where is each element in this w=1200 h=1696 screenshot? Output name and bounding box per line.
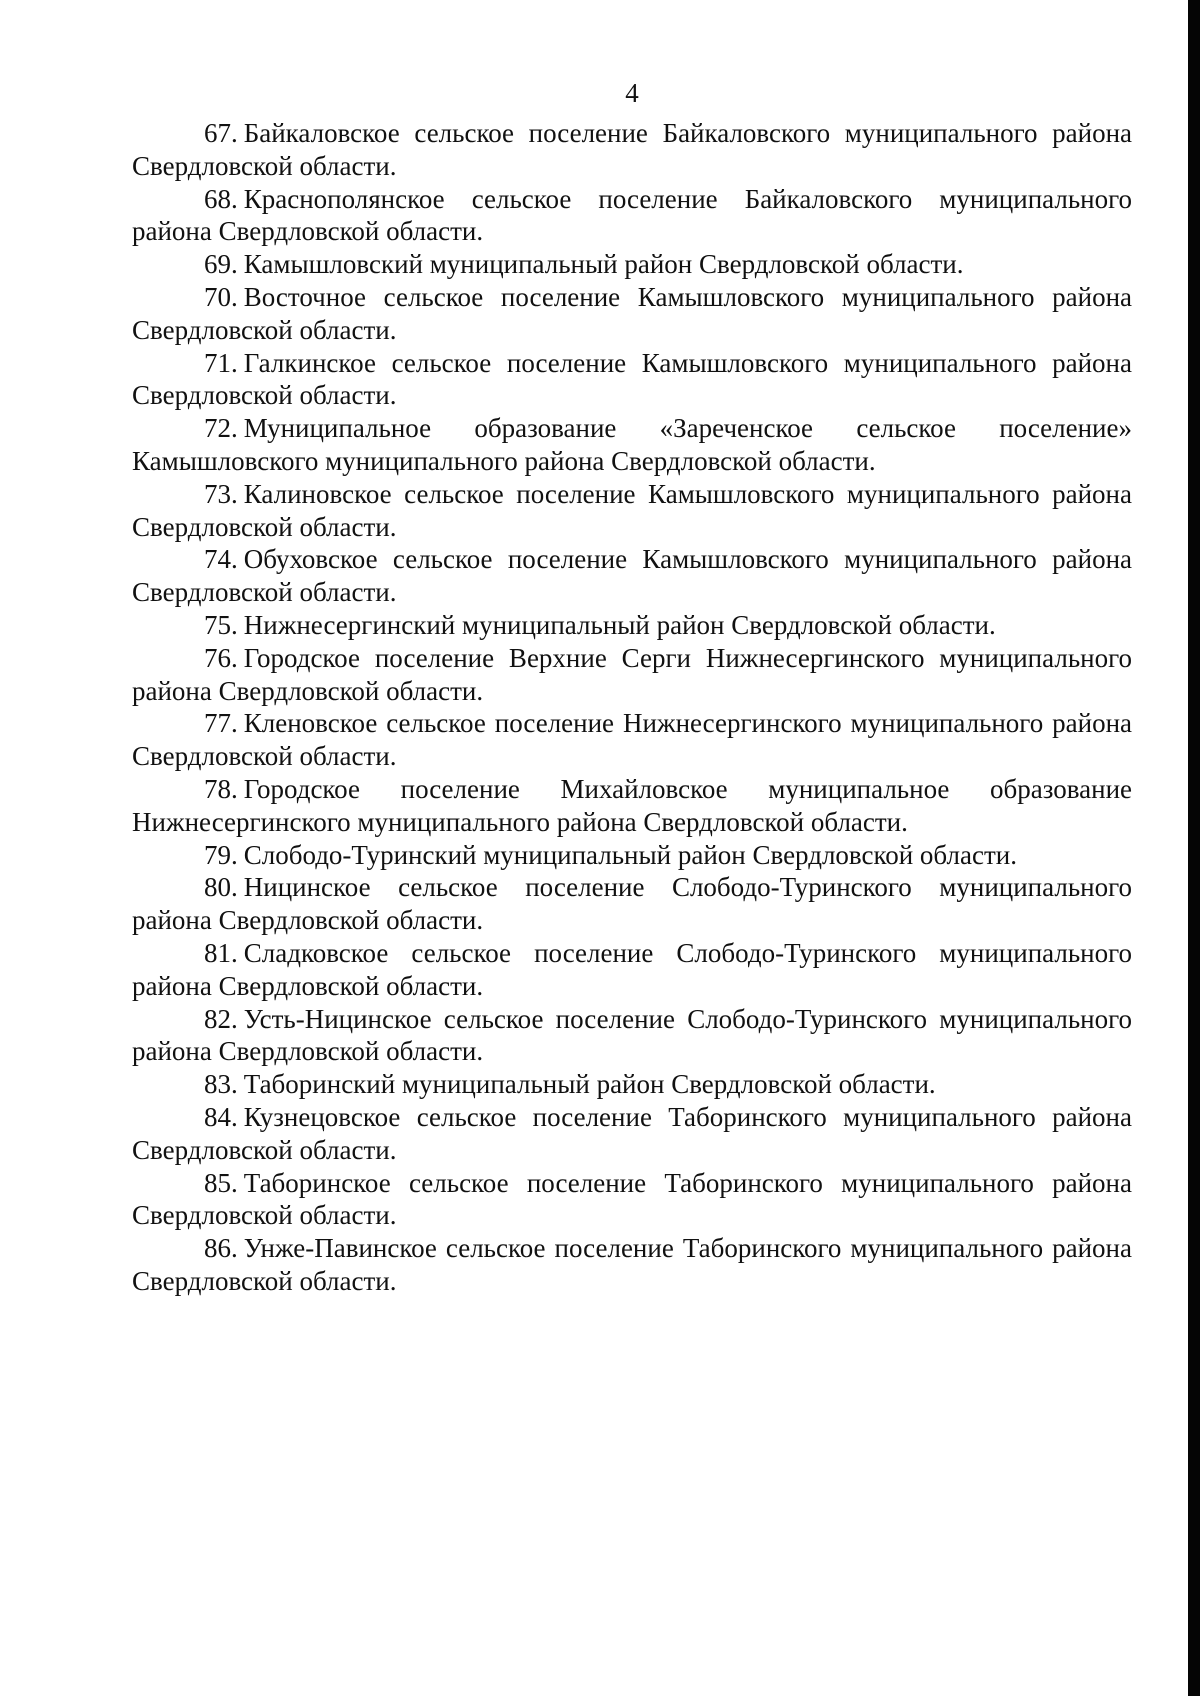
item-number: 81. [204, 937, 238, 968]
list-item [132, 543, 1132, 609]
list-item [132, 1068, 1132, 1101]
list-item [132, 347, 1132, 413]
item-number: 78. [204, 773, 238, 804]
list-item [132, 642, 1132, 708]
list-item [132, 707, 1132, 773]
item-number: 71. [204, 347, 238, 378]
item-text: Городское поселение Михайловское муниципальное образование Нижнесергинского муниципального района Свердловской области. [132, 773, 1132, 837]
item-text: Краснополянское сельское поселение Байкаловского муниципального района Свердловской области. [132, 183, 1132, 247]
item-text: Байкаловское сельское поселение Байкаловского муниципального района Свердловской области. [132, 118, 1132, 181]
list-item [132, 1003, 1132, 1069]
item-number: 67. [204, 118, 238, 148]
item-text: Слободо-Туринский муниципальный район Свердловской области. [243, 839, 1017, 870]
scan-edge [1188, 0, 1200, 1696]
item-text: Сладковское сельское поселение Слободо-Туринского муниципального района Свердловской области. [132, 937, 1132, 1001]
list-item [132, 1101, 1132, 1167]
page-number: 4 [625, 78, 639, 108]
item-number: 73. [204, 478, 238, 509]
item-text: Нижнесергинский муниципальный район Свердловской области. [243, 609, 996, 640]
list-item [132, 281, 1132, 347]
item-number: 75. [204, 609, 238, 640]
list-item [132, 412, 1132, 478]
item-text: Калиновское сельское поселение Камышловского муниципального района Свердловской области. [132, 478, 1132, 542]
list-item [132, 1232, 1132, 1298]
item-number: 82. [204, 1003, 238, 1034]
item-text: Обуховское сельское поселение Камышловского муниципального района Свердловской области. [132, 544, 1132, 608]
item-number: 68. [204, 183, 238, 214]
item-number: 74. [204, 544, 238, 575]
list-item [132, 248, 1132, 281]
list-item [132, 773, 1132, 839]
item-text: Таборинский муниципальный район Свердловской области. [243, 1069, 936, 1100]
item-text: Кузнецовское сельское поселение Таборинского муниципального района Свердловской области. [132, 1101, 1132, 1165]
item-number: 86. [204, 1233, 238, 1264]
list-item [132, 1167, 1132, 1233]
item-text: Галкинское сельское поселение Камышловского муниципального района Свердловской области. [132, 347, 1132, 411]
item-number: 79. [204, 839, 238, 870]
item-text: Таборинское сельское поселение Таборинского муниципального района Свердловской области. [132, 1167, 1132, 1231]
municipality-list [132, 117, 1132, 1298]
item-number: 83. [204, 1069, 238, 1100]
item-text: Унже-Павинское сельское поселение Таборинского муниципального района Свердловской области. [132, 1233, 1132, 1296]
item-number: 84. [204, 1101, 238, 1132]
item-number: 77. [204, 708, 238, 739]
list-item [132, 937, 1132, 1003]
item-number: 76. [204, 642, 238, 673]
item-number: 69. [204, 249, 238, 280]
list-item [132, 871, 1132, 937]
item-number: 70. [204, 281, 238, 312]
item-text: Ницинское сельское поселение Слободо-Туринского муниципального района Свердловской области. [132, 872, 1132, 936]
list-item [132, 609, 1132, 642]
item-number: 85. [204, 1167, 238, 1198]
item-text: Городское поселение Верхние Серги Нижнесергинского муниципального района Свердловской области. [132, 642, 1132, 706]
list-item [132, 839, 1132, 872]
list-item [132, 117, 1132, 183]
item-text: Усть-Ницинское сельское поселение Слободо-Туринского муниципального района Свердловской области. [132, 1003, 1132, 1067]
item-text: Камышловский муниципальный район Свердловской области. [243, 249, 964, 280]
list-item [132, 478, 1132, 544]
item-text: Муниципальное образование «Зареченское сельское поселение» Камышловского муниципального района Свердловской области. [132, 413, 1132, 476]
list-item [132, 183, 1132, 249]
item-text: Кленовское сельское поселение Нижнесергинского муниципального района Свердловской области. [132, 708, 1132, 772]
item-text: Восточное сельское поселение Камышловского муниципального района Свердловской области. [132, 281, 1132, 345]
item-number: 72. [204, 413, 238, 444]
item-number: 80. [204, 872, 238, 903]
